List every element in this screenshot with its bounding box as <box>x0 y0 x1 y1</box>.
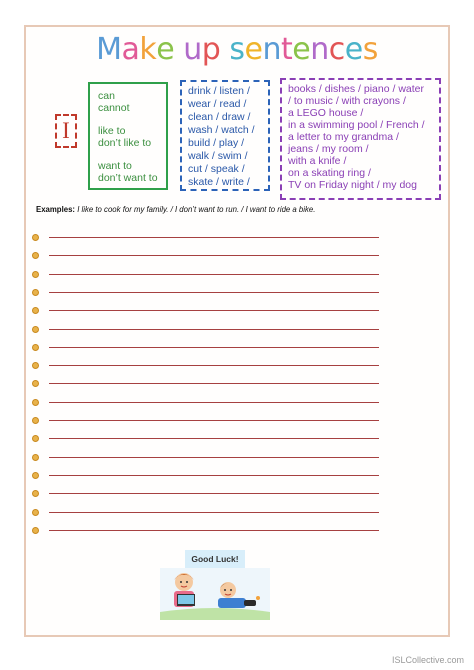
verb-line: drink / listen / <box>188 85 250 97</box>
writing-line[interactable] <box>32 252 382 262</box>
title-letter <box>174 33 183 67</box>
bullet-icon <box>32 399 39 406</box>
modal-verbs-box <box>88 82 168 190</box>
answer-rule <box>49 365 379 366</box>
object-line: a LEGO house / <box>288 107 364 119</box>
subject-letter: I <box>62 118 70 143</box>
answer-rule <box>49 530 379 531</box>
verb-line: clean / draw / <box>188 111 251 123</box>
answer-rule <box>49 329 379 330</box>
bullet-icon <box>32 417 39 424</box>
verb-line: walk / swim / <box>188 150 248 162</box>
title-letter: e <box>344 32 363 67</box>
verb-line: build / play / <box>188 137 245 149</box>
modal-item: don’t want to <box>98 172 158 184</box>
examples-line <box>36 205 315 214</box>
title-letter <box>220 33 229 67</box>
answer-rule <box>49 310 379 311</box>
verb-line: skate / write / <box>188 176 250 188</box>
bullet-icon <box>32 289 39 296</box>
writing-line[interactable] <box>32 289 382 299</box>
footer-credit: ISLCollective.com <box>391 655 464 665</box>
title-letter: c <box>328 32 345 67</box>
modal-item: can <box>98 90 115 102</box>
object-line: books / dishes / piano / water <box>288 83 424 95</box>
answer-rule <box>49 255 379 256</box>
writing-line[interactable] <box>32 399 382 409</box>
answer-rule <box>49 512 379 513</box>
writing-line[interactable] <box>32 344 382 354</box>
writing-line[interactable] <box>32 307 382 317</box>
verbs-box <box>180 80 270 191</box>
bullet-icon <box>32 490 39 497</box>
title-letter: e <box>156 32 175 67</box>
bullet-icon <box>32 509 39 516</box>
writing-line[interactable] <box>32 490 382 500</box>
bullet-icon <box>32 271 39 278</box>
writing-line[interactable] <box>32 362 382 372</box>
bullet-icon <box>32 326 39 333</box>
answer-rule <box>49 438 379 439</box>
writing-line[interactable] <box>32 435 382 445</box>
answer-rule <box>49 383 379 384</box>
good-luck-label: Good Luck! <box>185 550 245 568</box>
writing-line[interactable] <box>32 472 382 482</box>
object-line: with a knife / <box>288 155 347 167</box>
answer-rule <box>49 347 379 348</box>
bullet-icon <box>32 252 39 259</box>
title-letter: e <box>292 32 311 67</box>
title-letter: s <box>229 32 245 67</box>
title-letter: M <box>96 32 122 67</box>
answer-rule <box>49 475 379 476</box>
writing-line[interactable] <box>32 417 382 427</box>
answer-rule <box>49 237 379 238</box>
children-illustration <box>160 568 270 620</box>
object-line: in a swimming pool / French / <box>288 119 425 131</box>
title-letter: p <box>201 32 221 67</box>
verb-line: wear / read / <box>188 98 247 110</box>
writing-line[interactable] <box>32 527 382 537</box>
modal-item: like to <box>98 125 126 137</box>
examples-label: Examples: <box>36 205 76 214</box>
writing-line[interactable] <box>32 380 382 390</box>
objects-box <box>280 78 441 200</box>
title-letter: e <box>244 32 263 67</box>
modal-item: cannot <box>98 102 130 114</box>
title-letter: t <box>281 32 293 67</box>
writing-line[interactable] <box>32 234 382 244</box>
bullet-icon <box>32 344 39 351</box>
bullet-icon <box>32 234 39 241</box>
object-line: jeans / my room / <box>288 143 369 155</box>
bullet-icon <box>32 527 39 534</box>
object-line: TV on Friday night / my dog <box>288 179 417 191</box>
worksheet-title <box>0 33 474 67</box>
answer-rule <box>49 292 379 293</box>
writing-line[interactable] <box>32 326 382 336</box>
title-letter: u <box>183 32 202 67</box>
bullet-icon <box>32 472 39 479</box>
object-line: / to music / with crayons / <box>288 95 406 107</box>
modal-item: don’t like to <box>98 137 152 149</box>
title-letter: s <box>362 32 378 67</box>
title-letter: n <box>310 32 329 67</box>
writing-line[interactable] <box>32 509 382 519</box>
writing-line[interactable] <box>32 271 382 281</box>
verb-line: cut / speak / <box>188 163 245 175</box>
object-line: on a skating ring / <box>288 167 371 179</box>
answer-rule <box>49 402 379 403</box>
answer-rule <box>49 493 379 494</box>
title-letter: n <box>262 32 282 67</box>
writing-line[interactable] <box>32 454 382 464</box>
object-line: a letter to my grandma / <box>288 131 399 143</box>
subject-box <box>55 114 77 148</box>
bullet-icon <box>32 307 39 314</box>
answer-rule <box>49 274 379 275</box>
bullet-icon <box>32 362 39 369</box>
answer-rule <box>49 420 379 421</box>
modal-item: want to <box>98 160 132 172</box>
bullet-icon <box>32 435 39 442</box>
examples-text: I like to cook for my family. / I don’t want to run. / I want to ride a bike. <box>77 205 316 214</box>
bullet-icon <box>32 380 39 387</box>
title-letter: a <box>121 32 140 67</box>
verb-line: wash / watch / <box>188 124 255 136</box>
answer-rule <box>49 457 379 458</box>
title-letter: k <box>139 32 157 67</box>
bullet-icon <box>32 454 39 461</box>
